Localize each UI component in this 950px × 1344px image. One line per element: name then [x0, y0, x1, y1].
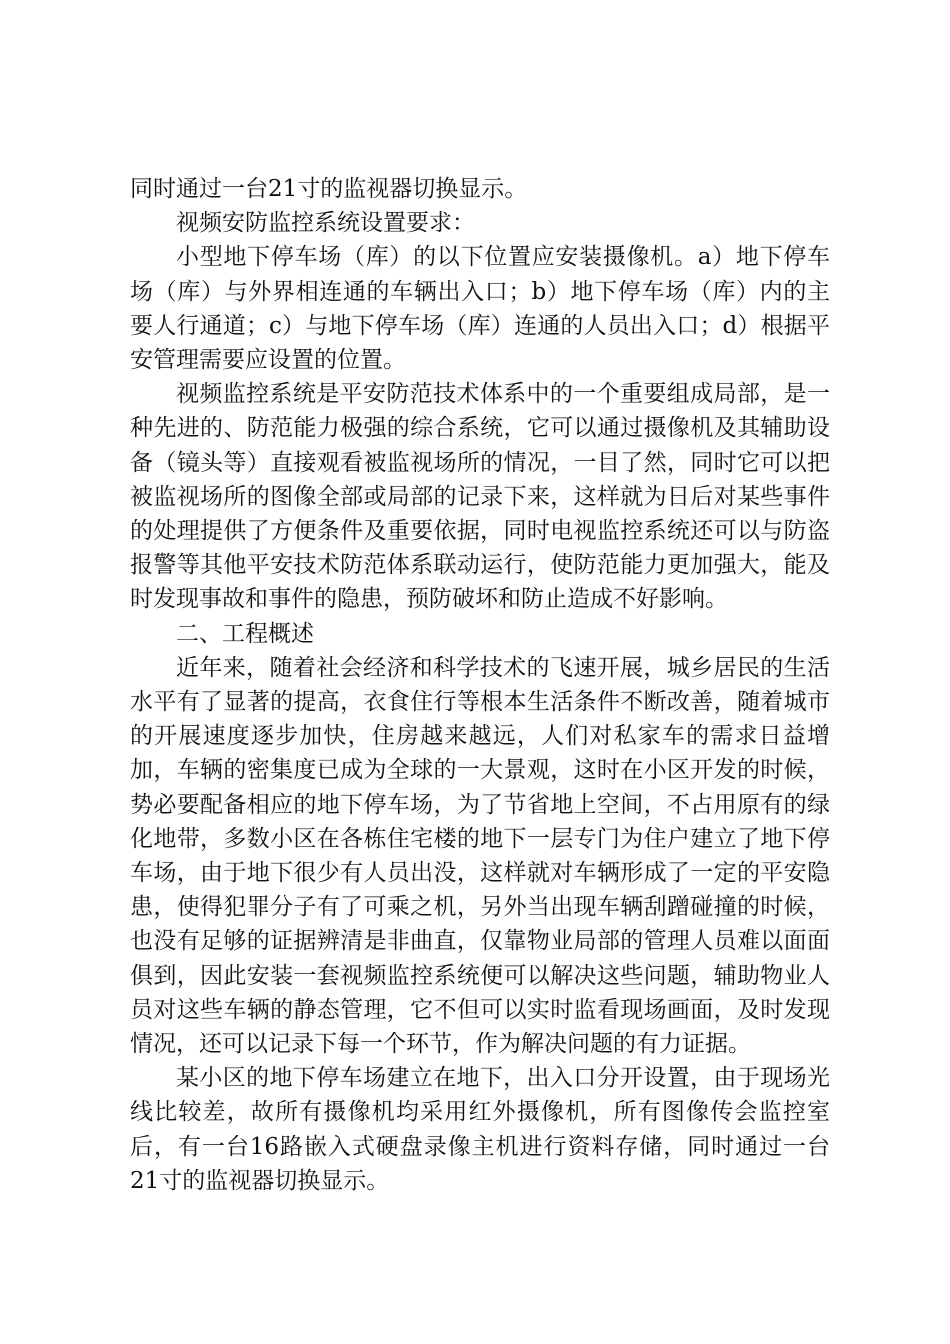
continuation-line: 同时通过一台21寸的监视器切换显示。 — [130, 176, 528, 202]
paragraph-background: 近年来，随着社会经济和科学技术的飞速开展，城乡居民的生活水平有了显著的提高，衣食住行等根本生活条件不断改善，随着城市的开展速度逐步加快，住房越来越远，人们对私家车的需求日益增加，车辆的密集度已成为全球的一大景观，这时在小区开发的时候，势必要配备相应的地下停车场，为了节省地上空间，不占用原有的绿化地带，多数小区在各栋住宅楼的地下一层专门为住户建立了地下停车场，由于地下很少有人员出没，这样就对车辆形成了一定的平安隐患，使得犯罪分子有了可乘之机，另外当出现车辆刮蹭碰撞的时候，也没有足够的证据辨清是非曲直，仅靠物业局部的管理人员难以面面俱到，因此安装一套视频监控系统便可以解决这些问题，辅助物业人员对这些车辆的静态管理，它不但可以实时监看现场画面，及时发现情况，还可以记录下每一个环节，作为解决问题的有力证据。 — [130, 654, 830, 1058]
paragraph-site-details: 某小区的地下停车场建立在地下，出入口分开设置，由于现场光线比较差，故所有摄像机均采用红外摄像机，所有图像传会监控室后，有一台16路嵌入式硬盘录像主机进行资料存储，同时通过一台21寸的监视器切换显示。 — [130, 1065, 830, 1194]
paragraph-requirements-intro: 视频安防监控系统设置要求： — [176, 210, 475, 237]
section-heading-project-overview: 二、工程概述 — [176, 620, 314, 647]
paragraph-system-description: 视频监控系统是平安防范技术体系中的一个重要组成局部，是一种先进的、防范能力极强的综合系统，它可以通过摄像机及其辅助设备（镜头等）直接观看被监视场所的情况，一目了然，同时它可以把被监视场所的图像全部或局部的记录下来，这样就为日后对某些事件的处理提供了方便条件及重要依据，同时电视监控系统还可以与防盗报警等其他平安技术防范体系联动运行，使防范能力更加强大，能及时发现事故和事件的隐患，预防破坏和防止造成不好影响。 — [130, 381, 830, 613]
document-body — [130, 172, 830, 1198]
paragraph-camera-positions: 小型地下停车场（库）的以下位置应安装摄像机。a）地下停车场（库）与外界相连通的车辆出入口；b）地下停车场（库）内的主要人行通道；c）与地下停车场（库）连通的人员出入口；d）根据平安管理需要应设置的位置。 — [130, 244, 830, 374]
